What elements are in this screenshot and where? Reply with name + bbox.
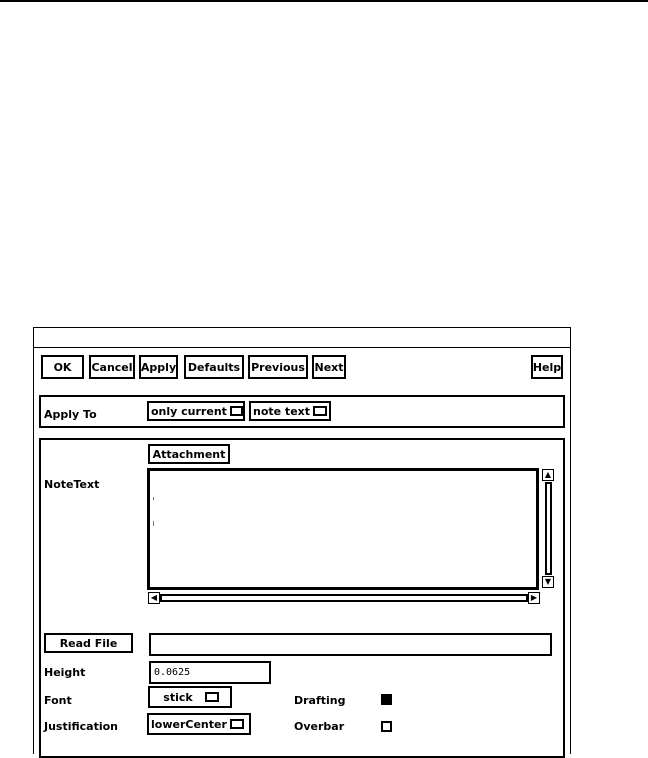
apply-to-scope-cycle[interactable] — [147, 401, 245, 421]
scroll-left-arrow-icon[interactable]: ◀ — [148, 592, 160, 604]
text-cursor-mark — [153, 497, 154, 500]
horizontal-scrollbar[interactable] — [147, 591, 541, 605]
read-file-button[interactable]: Read File — [44, 633, 133, 653]
height-input[interactable]: 0.0625 — [149, 661, 271, 684]
defaults-button[interactable]: Defaults — [184, 355, 244, 379]
scroll-up-arrow-icon[interactable]: ▲ — [542, 469, 554, 481]
apply-to-scope-value: only current — [151, 404, 227, 418]
justification-cycle[interactable] — [147, 713, 251, 735]
window-top-border — [0, 0, 648, 2]
apply-to-target-value: note text — [253, 404, 311, 418]
font-cycle[interactable] — [148, 686, 232, 708]
cyclic-indicator-icon — [205, 692, 219, 702]
apply-to-panel — [39, 395, 565, 428]
previous-button[interactable]: Previous — [248, 355, 308, 379]
justification-value: lowerCenter — [151, 717, 227, 731]
height-label: Height — [44, 666, 86, 679]
font-label: Font — [44, 694, 72, 707]
scroll-down-arrow-icon[interactable]: ▼ — [542, 576, 554, 588]
overbar-label: Overbar — [294, 720, 345, 733]
horizontal-scroll-thumb[interactable] — [160, 594, 528, 602]
font-value: stick — [163, 690, 193, 704]
text-cursor-mark — [153, 521, 154, 526]
scroll-right-arrow-icon[interactable]: ▶ — [528, 592, 540, 604]
apply-to-target-cycle[interactable] — [249, 401, 331, 421]
drafting-label: Drafting — [294, 694, 346, 707]
cyclic-indicator-icon — [230, 406, 243, 416]
note-text-label: NoteText — [44, 478, 100, 491]
vertical-scrollbar[interactable] — [541, 468, 555, 590]
apply-button[interactable]: Apply — [139, 355, 178, 379]
vertical-scroll-thumb[interactable] — [545, 482, 552, 575]
overbar-checkbox[interactable] — [381, 721, 392, 732]
note-text-area[interactable] — [147, 468, 539, 590]
drafting-checkbox[interactable] — [381, 694, 392, 705]
cyclic-indicator-icon — [313, 406, 327, 416]
cancel-button[interactable]: Cancel — [89, 355, 135, 379]
justification-label: Justification — [44, 720, 119, 733]
read-file-input[interactable] — [149, 633, 552, 656]
ok-button[interactable]: OK — [41, 355, 84, 379]
cyclic-indicator-icon — [230, 719, 244, 729]
note-properties-panel — [39, 438, 565, 758]
next-button[interactable]: Next — [312, 355, 346, 379]
attachment-button[interactable]: Attachment — [148, 444, 230, 464]
help-button[interactable]: Help — [531, 355, 563, 379]
apply-to-label: Apply To — [44, 408, 97, 421]
note-text-dialog — [33, 327, 571, 754]
title-bar[interactable] — [34, 328, 570, 348]
